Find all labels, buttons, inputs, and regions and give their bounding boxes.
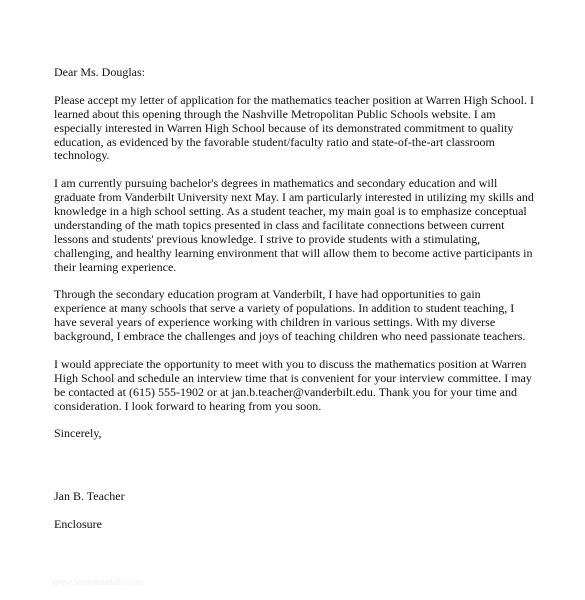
letter-signer: Jan B. Teacher: [54, 489, 125, 504]
letter-closing: Sincerely,: [54, 426, 102, 441]
letter-salutation: Dear Ms. Douglas:: [54, 65, 145, 79]
letter-paragraph-2: I am currently pursuing bachelor's degrees in mathematics and secondary education and will graduate from Vanderbilt University next May. I am particularly interested in utilizing my skills and knowledge in a high school setting. As a student teacher, my main goal is to emphasize conceptual understanding of the math topics presented in class and facilitate connections between current lessons and students' previous knowledge. I strive to provide students with a stimulating, challenging, and healthy learning environment that will allow them to become active participants in their learning experience.: [54, 176, 534, 274]
letter-paragraph-4: I would appreciate the opportunity to meet with you to discuss the mathematics position at Warren High School and schedule an interview time that is convenient for your interview committee. I may be contacted at (615) 555-1902 or at jan.b.teacher@vanderbilt.edu. Thank you for your time and consideration. I look forward to hearing from you soon.: [54, 356, 532, 413]
letter-paragraph-3: Through the secondary education program at Vanderbilt, I have had opportunities to gain experience at many schools that serve a variety of populations. In addition to student teaching, I have several years of experience working with children in various settings. With my diverse background, I embrace the challenges and joys of teaching children who need passionate teachers.: [54, 287, 526, 344]
letter-enclosure: Enclosure: [54, 517, 102, 532]
watermark-text: www.templatelab.com: [52, 577, 144, 587]
cover-letter: [54, 66, 534, 532]
letter-paragraph-1: Please accept my letter of application for the mathematics teacher position at Warren High School. I learned about this opening through the Nashville Metropolitan Public Schools website. I am especially interested in Warren High School because of its demonstrated commitment to quality education, as evidenced by the favorable student/faculty ratio and state-of-the-art classroom technology.: [54, 92, 534, 163]
